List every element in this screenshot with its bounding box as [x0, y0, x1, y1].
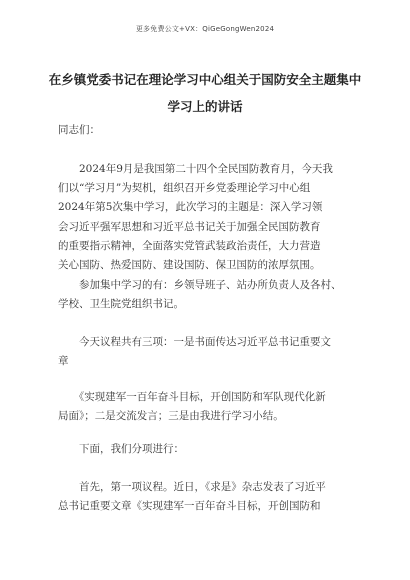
paragraph-proceed: 下面，我们分项进行：: [58, 443, 184, 455]
paragraph-agenda-continued: 《实现建军一百年奋斗目标，开创国防和军队现代化新 局面》；二是交流发言；三是由我进行学习小结。: [58, 391, 326, 423]
document-title-line-2: 学习上的讲话: [167, 99, 243, 114]
paragraph-opening: 2024年9月是我国第二十四个全民国防教育月，今天我 们以“学习月”为契机，组织召开乡党委理论学习中心组 2024年第5次集中学习，此次学习的主题是：深入学习领 会习近平强军思想和习近平总书记关于加强全民国防教育 的重要指示精神，全面落实党管武装政治责任，大力营造 关心国防、热爱国防、建设国防、保卫国防的浓厚氛围。: [58, 163, 333, 272]
paragraph-first-item: 首先，第一项议程。近日，《求是》杂志发表了习近平 总书记重要文章《实现建军一百年奋斗目标，开创国防和: [58, 481, 326, 513]
paragraph-attendees: 参加集中学习的有：乡领导班子、站办所负责人及各村、 学校、卫生院党组织书记。: [58, 279, 342, 311]
paragraph-agenda: 今天议程共有三项：一是书面传达习近平总书记重要文 章: [58, 336, 331, 368]
header-watermark: 更多免费公文+VX：QiGeGongWen2024: [135, 25, 275, 33]
salutation: 同志们：: [58, 124, 100, 136]
document-title-line-1: 在乡镇党委书记在理论学习中心组关于国防安全主题集中: [48, 72, 362, 87]
